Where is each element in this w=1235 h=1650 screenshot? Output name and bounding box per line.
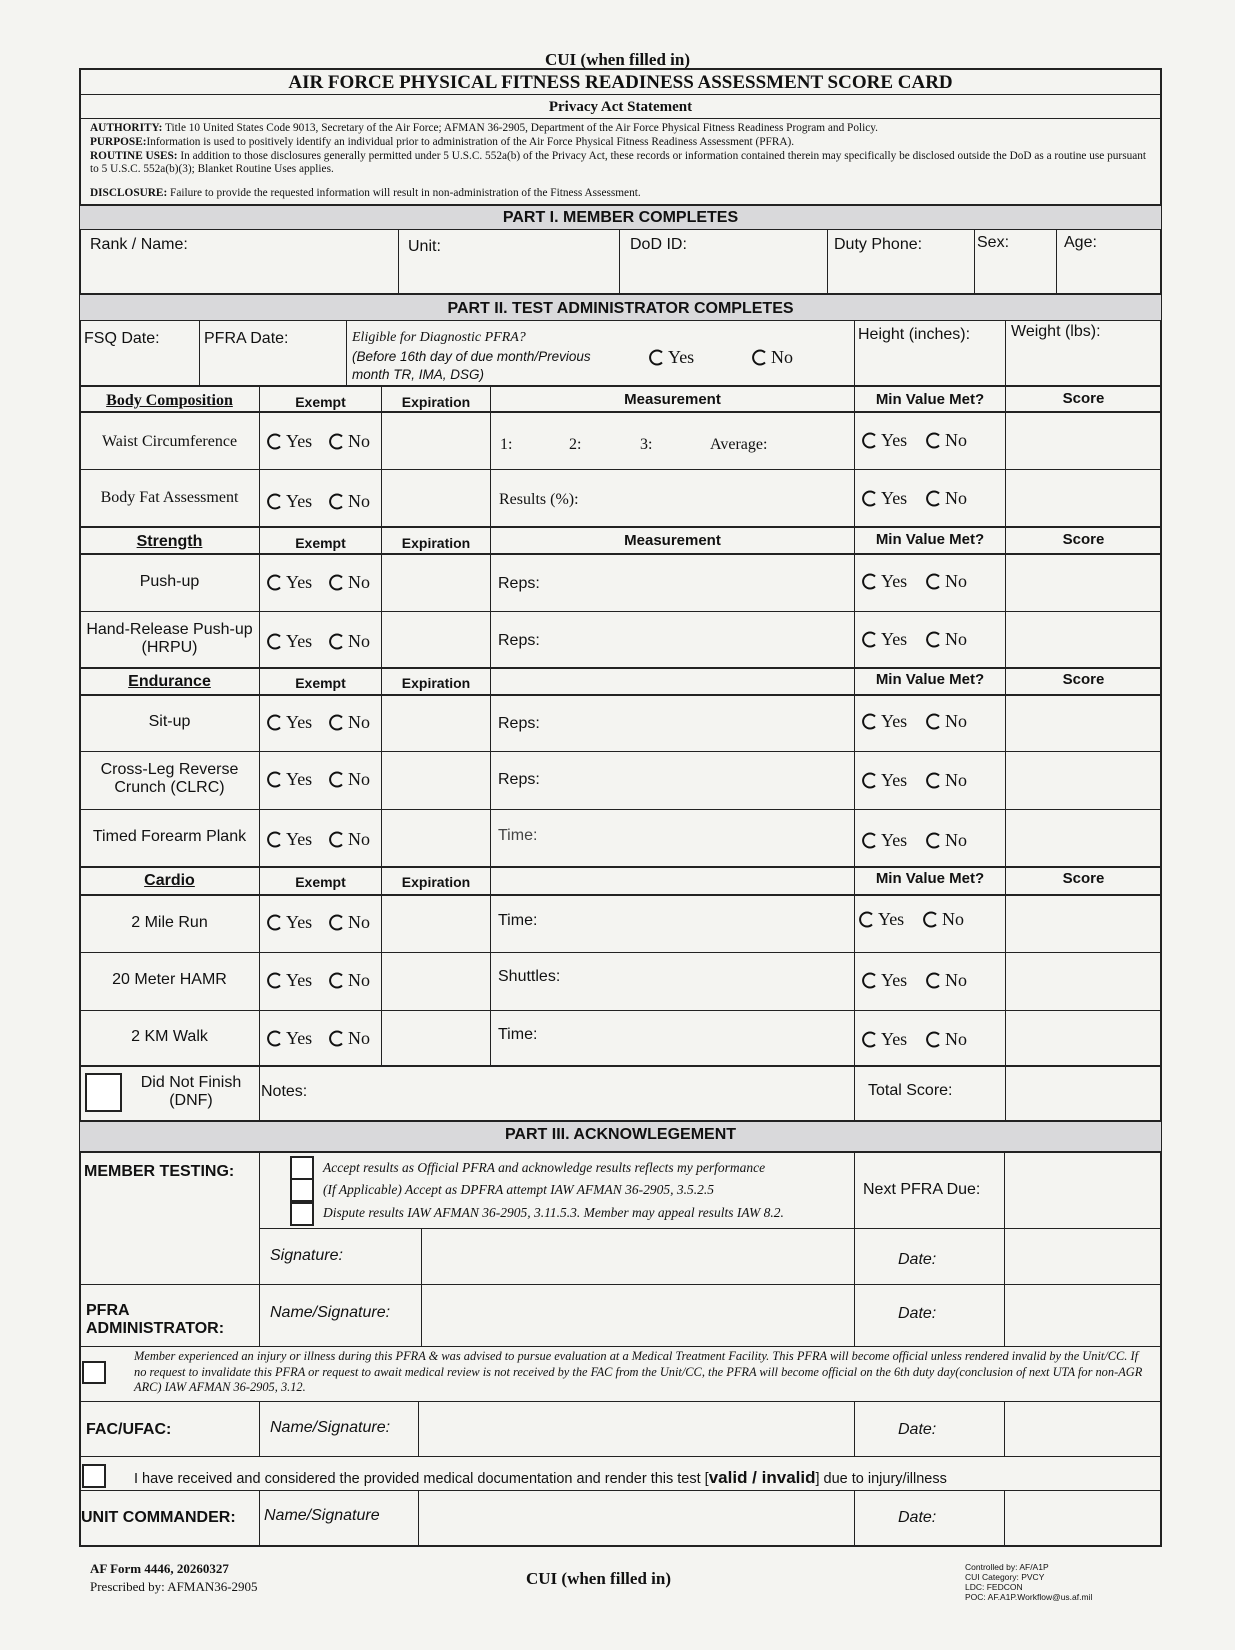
fsq-date-label: FSQ Date: xyxy=(84,330,160,347)
walk-exempt-no[interactable]: No xyxy=(328,1027,370,1049)
row-hamr-label: 20 Meter HAMR xyxy=(112,971,227,988)
rule xyxy=(418,1402,419,1456)
bodyfat-exempt-no[interactable]: No xyxy=(328,490,370,512)
rule xyxy=(80,1284,1161,1285)
rule xyxy=(1004,1152,1005,1346)
rule xyxy=(80,809,1161,810)
rule xyxy=(854,320,855,386)
rule xyxy=(259,1491,260,1546)
rule xyxy=(974,229,975,295)
run-time: Time: xyxy=(498,912,538,929)
rule xyxy=(1005,320,1006,386)
rule xyxy=(80,866,1161,868)
clrc-exempt-yes[interactable]: Yes xyxy=(266,768,312,790)
age-label: Age: xyxy=(1064,234,1097,251)
row-plank-label: Timed Forearm Plank xyxy=(92,828,247,845)
rule xyxy=(80,894,1161,896)
notes-label: Notes: xyxy=(261,1083,308,1100)
clrc-reps: Reps: xyxy=(498,771,540,788)
hamr-shuttles: Shuttles: xyxy=(498,968,561,985)
row-clrc-label: Cross-Leg Reverse Crunch (CLRC) xyxy=(100,761,239,797)
col-measurement: Measurement xyxy=(624,391,721,408)
pfra-date-label: PFRA Date: xyxy=(204,330,289,347)
rule xyxy=(80,94,1161,95)
section-cardio: Cardio xyxy=(144,872,195,889)
unit-label: Unit: xyxy=(408,238,441,255)
admin-name-signature-label: Name/Signature: xyxy=(270,1304,391,1321)
row-run-label: 2 Mile Run xyxy=(131,914,208,931)
privacy-title: Privacy Act Statement xyxy=(548,99,693,115)
section-strength: Strength xyxy=(136,533,203,550)
rank-name-label: Rank / Name: xyxy=(90,236,188,253)
fac-name-signature-label: Name/Signature: xyxy=(270,1419,391,1436)
row-bodyfat-label: Body Fat Assessment xyxy=(100,489,239,506)
member-testing-label: MEMBER TESTING: xyxy=(84,1163,235,1180)
purpose-paragraph: PURPOSE:Information is used to positively identify an individual prior to administration of the Air Force Physical Fitness Readiness Assessment (PFRA). xyxy=(90,136,795,148)
accept-dpfra-checkbox[interactable] xyxy=(290,1178,314,1202)
cui-category: CUI Category: PVCY xyxy=(965,1572,1045,1582)
waist-min-yes[interactable]: Yes xyxy=(861,429,907,451)
rule xyxy=(80,526,1161,528)
sex-label: Sex: xyxy=(977,234,1010,251)
form-title: AIR FORCE PHYSICAL FITNESS READINESS ASSESSMENT SCORE CARD xyxy=(288,72,953,93)
prescribed-by: Prescribed by: AFMAN36-2905 xyxy=(90,1579,258,1594)
hrpu-exempt-no[interactable]: No xyxy=(328,630,370,652)
form-number: AF Form 4446, 20260327 xyxy=(90,1561,229,1576)
bodyfat-min-yes[interactable]: Yes xyxy=(861,487,907,509)
rule xyxy=(80,1490,1161,1491)
col-expiration: Expiration xyxy=(401,394,471,410)
eligible-line2: (Before 16th day of due month/Previous xyxy=(352,349,591,364)
col-min-value: Min Value Met? xyxy=(875,870,985,887)
rule xyxy=(80,694,1161,696)
situp-min-no[interactable]: No xyxy=(925,710,967,732)
total-score-label: Total Score: xyxy=(868,1082,953,1099)
run-min-yes[interactable]: Yes xyxy=(858,908,904,930)
rule xyxy=(259,1402,260,1456)
waist-min-no[interactable]: No xyxy=(925,429,967,451)
hamr-min-yes[interactable]: Yes xyxy=(861,969,907,991)
member-signature-label: Signature: xyxy=(270,1247,343,1264)
col-measurement: Measurement xyxy=(624,532,721,549)
row-walk-label: 2 KM Walk xyxy=(131,1028,208,1045)
clrc-min-no[interactable]: No xyxy=(925,769,967,791)
run-exempt-yes[interactable]: Yes xyxy=(266,911,312,933)
rule xyxy=(346,320,347,386)
waist-exempt-yes[interactable]: Yes xyxy=(266,430,312,452)
part1-title: PART I. MEMBER COMPLETES xyxy=(502,209,739,226)
rule xyxy=(80,1065,1161,1067)
rule xyxy=(80,229,1161,230)
rule xyxy=(80,611,1161,612)
walk-exempt-yes[interactable]: Yes xyxy=(266,1027,312,1049)
plank-exempt-yes[interactable]: Yes xyxy=(266,828,312,850)
unit-commander-label: UNIT COMMANDER: xyxy=(81,1509,236,1526)
duty-phone-label: Duty Phone: xyxy=(834,236,923,253)
row-hrpu-label: Hand-Release Push-up (HRPU) xyxy=(86,621,253,657)
rule xyxy=(80,553,1161,555)
rule xyxy=(199,320,200,386)
rule xyxy=(80,1456,1161,1457)
injury-statement: Member experienced an injury or illness during this PFRA & was advised to pursue evaluation at a Medical Treatment Facility. This PFRA will become official unless rendered invalid by the Unit/CC. If no request to invalidate this PFRA or request to await medical review is not received by the FAC from the Unit/CC, the PFRA will become official on the 6th duty day(conclusion of next UTA for non-AGR ARC) IAW AFMAN 36-2905, 3.12. xyxy=(134,1349,1143,1394)
walk-min-yes[interactable]: Yes xyxy=(861,1028,907,1050)
col-score: Score xyxy=(1062,870,1105,887)
rule xyxy=(80,1151,1161,1153)
ldc: LDC: FEDCON xyxy=(965,1582,1023,1592)
waist-exempt-no[interactable]: No xyxy=(328,430,370,452)
cui-footer: CUI (when filled in) xyxy=(526,1569,671,1588)
clrc-min-yes[interactable]: Yes xyxy=(861,769,907,791)
injury-checkbox[interactable] xyxy=(82,1361,106,1384)
hrpu-exempt-yes[interactable]: Yes xyxy=(266,630,312,652)
commander-date-label: Date: xyxy=(898,1509,937,1526)
dispute-results-text: Dispute results IAW AFMAN 36-2905, 3.11.5.3. Member may appeal results IAW 8.2. xyxy=(323,1205,784,1220)
situp-reps: Reps: xyxy=(498,715,540,732)
situp-min-yes[interactable]: Yes xyxy=(861,710,907,732)
weight-label: Weight (lbs): xyxy=(1011,323,1101,340)
member-date-label: Date: xyxy=(898,1251,937,1268)
waist-average: Average: xyxy=(710,436,768,453)
col-score: Score xyxy=(1062,531,1105,548)
height-label: Height (inches): xyxy=(858,326,971,343)
hrpu-min-yes[interactable]: Yes xyxy=(861,628,907,650)
hamr-exempt-no[interactable]: No xyxy=(328,969,370,991)
col-score: Score xyxy=(1062,390,1105,407)
part3-title: PART III. ACKNOWLEGEMENT xyxy=(504,1126,737,1143)
pushup-reps: Reps: xyxy=(498,575,540,592)
col-exempt: Exempt xyxy=(295,874,346,890)
pushup-min-yes[interactable]: Yes xyxy=(861,570,907,592)
rule xyxy=(1004,1402,1005,1456)
fac-ufac-label: FAC/UFAC: xyxy=(86,1421,172,1438)
col-exempt: Exempt xyxy=(295,394,346,410)
rule xyxy=(619,229,620,295)
situp-exempt-no[interactable]: No xyxy=(328,711,370,733)
rule xyxy=(80,667,1161,669)
bodyfat-results: Results (%): xyxy=(499,491,579,508)
plank-min-yes[interactable]: Yes xyxy=(861,829,907,851)
pushup-min-no[interactable]: No xyxy=(925,570,967,592)
bodyfat-exempt-yes[interactable]: Yes xyxy=(266,490,312,512)
col-min-value: Min Value Met? xyxy=(875,391,985,408)
rule xyxy=(418,1491,419,1546)
next-pfra-due-label: Next PFRA Due: xyxy=(863,1181,981,1198)
rule xyxy=(854,1402,855,1456)
pushup-exempt-no[interactable]: No xyxy=(328,571,370,593)
rule xyxy=(80,469,1161,470)
rule xyxy=(1056,229,1057,295)
eligible-yes[interactable]: Yes xyxy=(648,346,694,368)
admin-date-label: Date: xyxy=(898,1305,937,1322)
bodyfat-min-no[interactable]: No xyxy=(925,487,967,509)
commander-review-checkbox[interactable] xyxy=(82,1464,106,1488)
accept-dpfra-text: (If Applicable) Accept as DPFRA attempt IAW AFMAN 36-2905, 3.5.2.5 xyxy=(323,1182,715,1197)
hrpu-min-no[interactable]: No xyxy=(925,628,967,650)
rule xyxy=(80,293,1161,295)
rule xyxy=(827,229,828,295)
rule xyxy=(259,1152,260,1346)
rule xyxy=(80,385,1161,387)
rule xyxy=(381,387,382,1065)
hamr-min-no[interactable]: No xyxy=(925,969,967,991)
rule xyxy=(80,1010,1161,1011)
authority-paragraph: AUTHORITY: Title 10 United States Code 9013, Secretary of the Air Force; AFMAN 36-2905, Department of the Air Force Physical Fitness Readiness Program and Policy. xyxy=(90,122,878,134)
routine-uses-paragraph: ROUTINE USES: In addition to those disclosures generally permitted under 5 U.S.C. 552a(b) of the Privacy Act, these records or information contained therein may specifically be disclosed outside the DoD as a routine use pursuant to 5 U.S.C. 552a(b)(3); Blanket Routine Uses applies. xyxy=(90,150,1147,176)
rule xyxy=(854,1491,855,1546)
row-waist-label: Waist Circumference xyxy=(101,433,238,450)
rule xyxy=(80,118,1161,119)
col-score: Score xyxy=(1062,671,1105,688)
cui-header: CUI (when filled in) xyxy=(545,50,690,69)
hamr-exempt-yes[interactable]: Yes xyxy=(266,969,312,991)
dispute-results-checkbox[interactable] xyxy=(290,1202,314,1226)
rule xyxy=(80,952,1161,953)
rule xyxy=(259,1228,1161,1229)
fac-date-label: Date: xyxy=(898,1421,937,1438)
rule xyxy=(80,411,1161,413)
clrc-exempt-no[interactable]: No xyxy=(328,768,370,790)
controlled-by: Controlled by: AF/A1P xyxy=(965,1562,1049,1572)
dnf-label: Did Not Finish (DNF) xyxy=(140,1074,242,1110)
plank-time: Time: xyxy=(498,827,538,844)
rule xyxy=(490,387,491,1065)
rule xyxy=(854,1152,855,1346)
rule xyxy=(80,1401,1161,1402)
col-min-value: Min Value Met? xyxy=(875,531,985,548)
col-exempt: Exempt xyxy=(295,675,346,691)
rule xyxy=(398,229,399,295)
waist-m2: 2: xyxy=(569,436,582,453)
form-frame xyxy=(79,68,1162,1547)
col-min-value: Min Value Met? xyxy=(875,671,985,688)
accept-official-text: Accept results as Official PFRA and acknowledge results reflects my performance xyxy=(323,1160,766,1175)
accept-official-checkbox[interactable] xyxy=(290,1156,314,1180)
situp-exempt-yes[interactable]: Yes xyxy=(266,711,312,733)
col-expiration: Expiration xyxy=(401,675,471,691)
col-expiration: Expiration xyxy=(401,535,471,551)
col-expiration: Expiration xyxy=(401,874,471,890)
run-exempt-no[interactable]: No xyxy=(328,911,370,933)
section-endurance: Endurance xyxy=(128,673,211,690)
waist-m3: 3: xyxy=(640,436,653,453)
dnf-checkbox[interactable] xyxy=(85,1073,122,1112)
walk-min-no[interactable]: No xyxy=(925,1028,967,1050)
commander-statement: I have received and considered the provided medical documentation and render this test [valid / invalid] due to injury/illness xyxy=(134,1468,947,1487)
rule xyxy=(80,204,1161,206)
rule xyxy=(80,1346,1161,1347)
poc: POC: AF.A1P.Workflow@us.af.mil xyxy=(965,1592,1093,1602)
rule xyxy=(80,751,1161,752)
disclosure-paragraph: DISCLOSURE: Failure to provide the requested information will result in non-administration of the Fitness Assessment. xyxy=(90,187,641,199)
row-situp-label: Sit-up xyxy=(148,713,191,730)
section-body-composition: Body Composition xyxy=(106,392,233,409)
waist-m1: 1: xyxy=(500,436,513,453)
run-min-no[interactable]: No xyxy=(922,908,964,930)
rule xyxy=(80,1120,1161,1122)
plank-min-no[interactable]: No xyxy=(925,829,967,851)
row-pushup-label: Push-up xyxy=(139,573,200,590)
plank-exempt-no[interactable]: No xyxy=(328,828,370,850)
part2-title: PART II. TEST ADMINISTRATOR COMPLETES xyxy=(447,300,794,317)
rule xyxy=(80,320,1161,321)
rule xyxy=(1004,1491,1005,1546)
eligible-no[interactable]: No xyxy=(751,346,793,368)
commander-name-signature-label: Name/Signature xyxy=(264,1507,380,1524)
eligible-line3: month TR, IMA, DSG) xyxy=(352,367,485,382)
rule xyxy=(421,1229,422,1346)
pfra-administrator-label: PFRA ADMINISTRATOR: xyxy=(86,1302,225,1338)
walk-time: Time: xyxy=(498,1026,538,1043)
dod-id-label: DoD ID: xyxy=(630,236,687,253)
col-exempt: Exempt xyxy=(295,535,346,551)
hrpu-reps: Reps: xyxy=(498,632,540,649)
pushup-exempt-yes[interactable]: Yes xyxy=(266,571,312,593)
eligible-line1: Eligible for Diagnostic PFRA? xyxy=(352,330,526,345)
